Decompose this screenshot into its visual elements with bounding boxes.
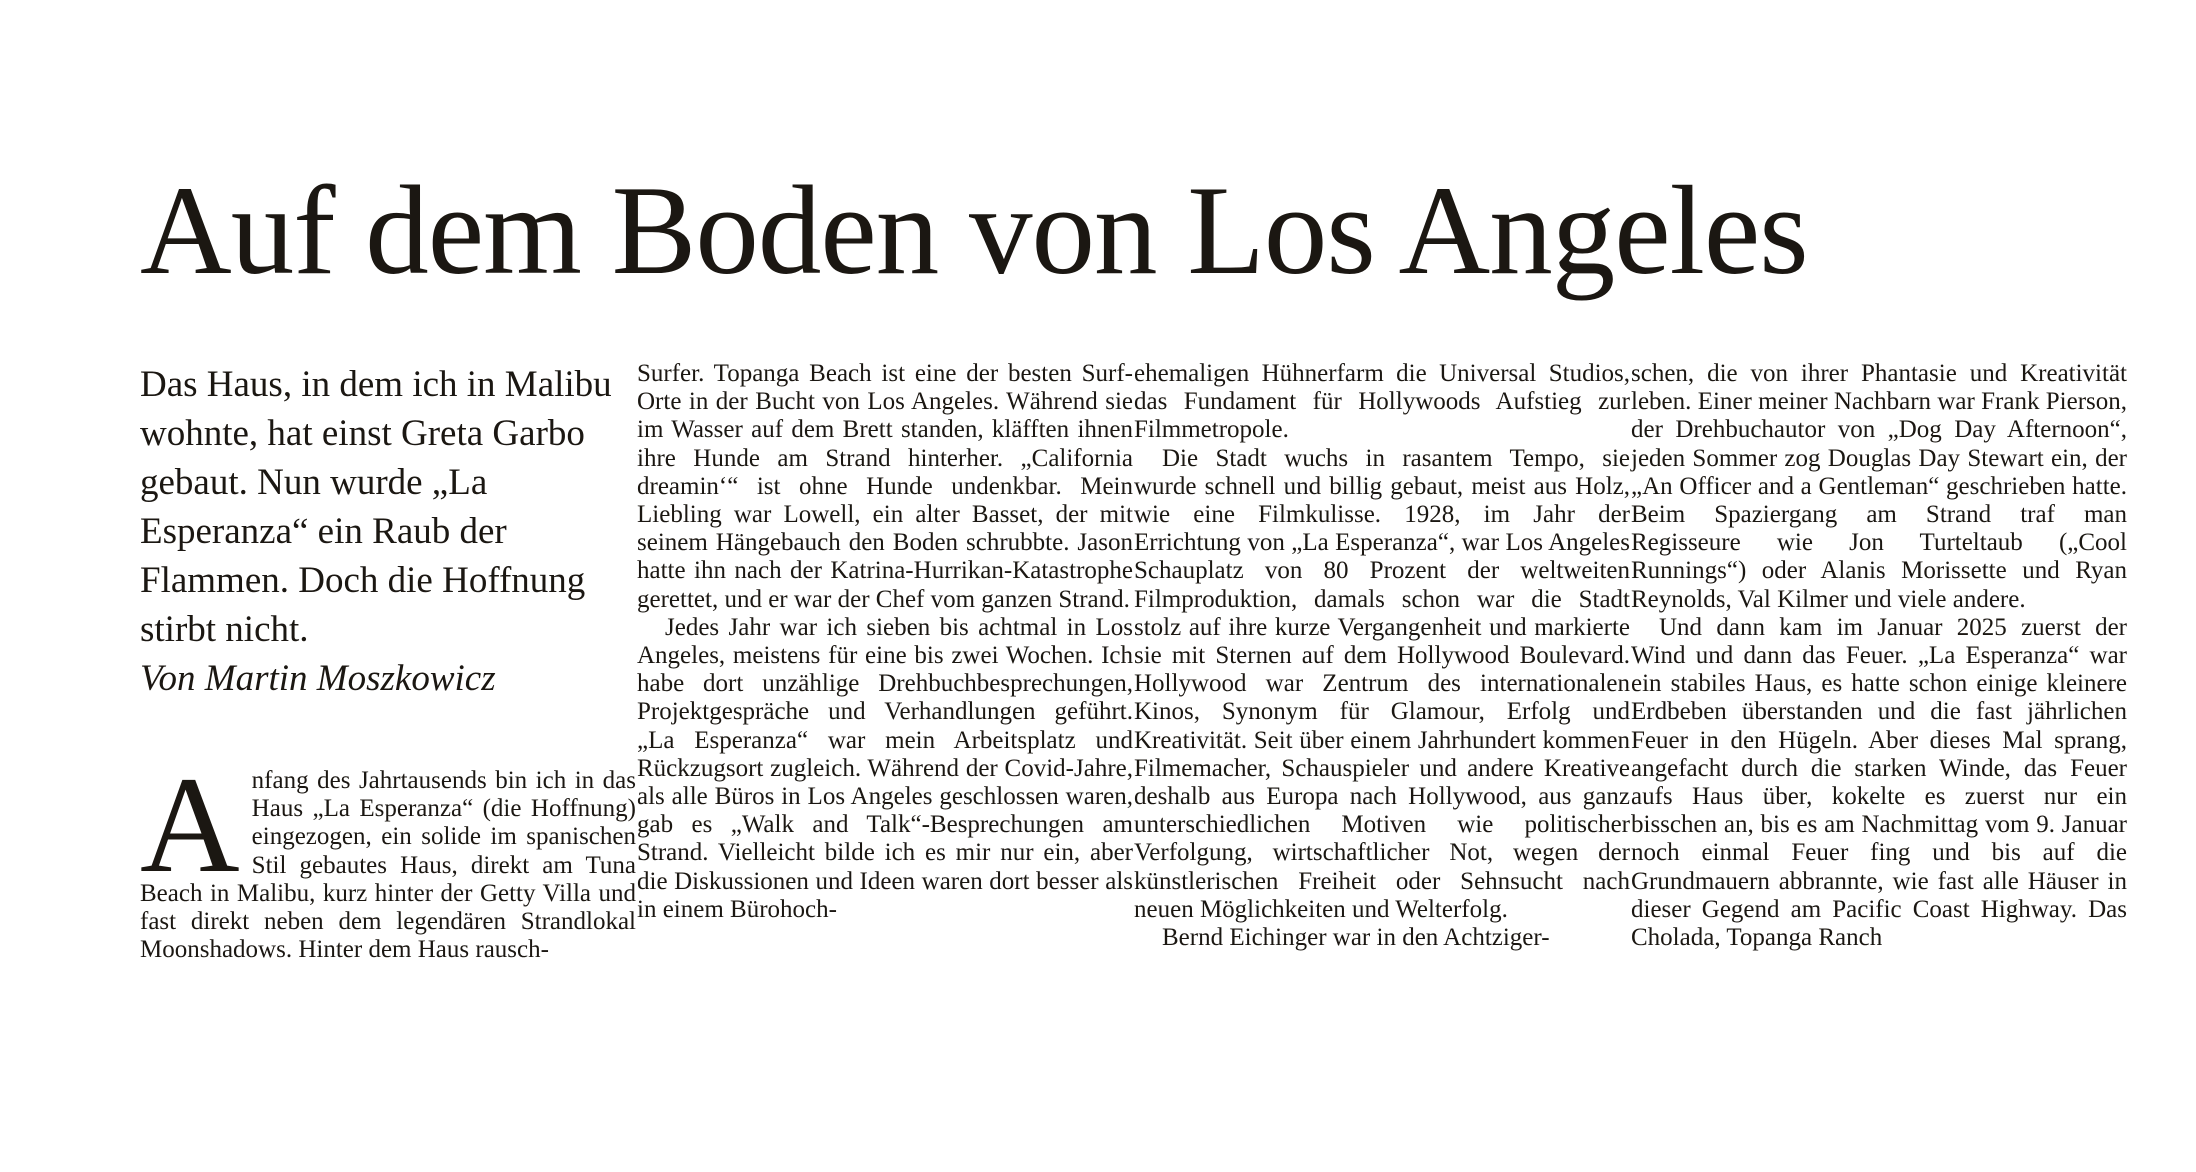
body-paragraph: ehemaligen Hühnerfarm die Universal Studios, das Fundament für Hollywoods Aufstieg zur Filmmetropole.: [1134, 360, 1630, 444]
body-paragraph: Surfer. Topanga Beach ist eine der besten Surf-Orte in der Bucht von Los Angeles. Während sie im Wasser auf dem Brett standen, kläfften ihnen ihre Hunde am Strand hinterher. „California dreamin‘“ ist ohne Hunde undenkbar. Mein Liebling war Lowell, ein alter Basset, der mit seinem Hängebauch den Boden schrubbte. Jason hatte ihn nach der Katrina-Hurrikan-Katastrophe gerettet, und er war der Chef vom ganzen Strand.: [637, 360, 1133, 613]
drop-cap: A: [140, 748, 240, 901]
headline: Auf dem Boden von Los Angeles: [140, 161, 1808, 301]
byline: Von Martin Moszkowicz: [140, 658, 496, 699]
article-column-2: [637, 360, 1133, 924]
body-paragraph: schen, die von ihrer Phantasie und Kreativität leben. Einer meiner Nachbarn war Frank Pierson, der Drehbuchautor von „Dog Day Afternoon“, jeden Sommer zog Douglas Day Stewart ein, der „An Officer and a Gentleman“ geschrieben hatte. Beim Spaziergang am Strand traf man Regisseure wie Jon Turteltaub („Cool Runnings“) oder Alanis Morissette und Ryan Reynolds, Val Kilmer und viele andere.: [1631, 360, 2127, 613]
body-paragraph: Bernd Eichinger war in den Achtziger-: [1162, 924, 1550, 952]
body-text: nfang des Jahrtausends bin ich in das Haus „La Esperanza“ (die Hoffnung) eingezogen, ein solide im spanischen Stil gebautes Haus, direkt am Tuna Beach in Malibu, kurz hinter der Getty Villa und fast direkt neben dem legendären Strandlokal Moonshadows. Hinter dem Haus rausch-: [140, 767, 636, 964]
article-column-3: [1134, 360, 1630, 952]
body-paragraph: Jedes Jahr war ich sieben bis achtmal in Los Angeles, meistens für eine bis zwei Wochen. Ich habe dort unzählige Drehbuchbesprechungen, Projektgespräche und Verhandlungen geführt. „La Esperanza“ war mein Arbeitsplatz und Rückzugsort zugleich. Während der Covid-Jahre, als alle Büros in Los Angeles geschlossen waren, gab es „Walk and Talk“-Besprechungen am Strand. Vielleicht bilde ich es mir nur ein, aber die Diskussionen und Ideen waren dort besser als in einem Bürohoch-: [637, 613, 1133, 923]
article-column-1: [140, 360, 636, 964]
page-crop-edge: [0, 1009, 2196, 1172]
body-paragraph: Und dann kam im Januar 2025 zuerst der Wind und dann das Feuer. „La Esperanza“ war ein stabiles Haus, es hatte schon einige kleinere Erdbeben überstanden und die fast jährlichen Feuer in den Hügeln. Aber dieses Mal sprang, angefacht durch die starken Winde, das Feuer aufs Haus über, kokelte es zuerst nur ein bisschen an, bis es am Nachmittag vom 9. Januar noch einmal Feuer fing und bis auf die Grundmauern abbrannte, wie fast alle Häuser in dieser Gegend am Pacific Coast Highway. Das Cholada, Topanga Ranch: [1631, 613, 2127, 952]
body-paragraph: Die Stadt wuchs in rasantem Tempo, sie wurde schnell und billig gebaut, meist aus Holz, wie eine Filmkulisse. 1928, im Jahr der Errichtung von „La Esperanza“, war Los Angeles Schauplatz von 80 Prozent der weltweiten Filmproduktion, damals schon war die Stadt stolz auf ihre kurze Vergangenheit und markierte sie mit Sternen auf dem Hollywood Boulevard. Hollywood war Zentrum des internationalen Kinos, Synonym für Glamour, Erfolg und Kreativität. Seit über einem Jahrhundert kommen Filmemacher, Schauspieler und andere Kreative deshalb aus Europa nach Hollywood, aus ganz unterschiedlichen Motiven wie politischer Verfolgung, wirtschaftlicher Not, wegen der künstlerischen Freiheit oder Sehnsucht nach neuen Möglichkeiten und Welterfolg.: [1134, 444, 1630, 923]
body-paragraph: [140, 748, 636, 964]
lead-paragraph: Das Haus, in dem ich in Malibu wohnte, hat einst Greta Garbo gebaut. Nun wurde „La Esperanza“ ein Raub der Flammen. Doch die Hoffnung stirbt nicht.: [140, 364, 612, 650]
article-column-4: [1631, 360, 2127, 952]
